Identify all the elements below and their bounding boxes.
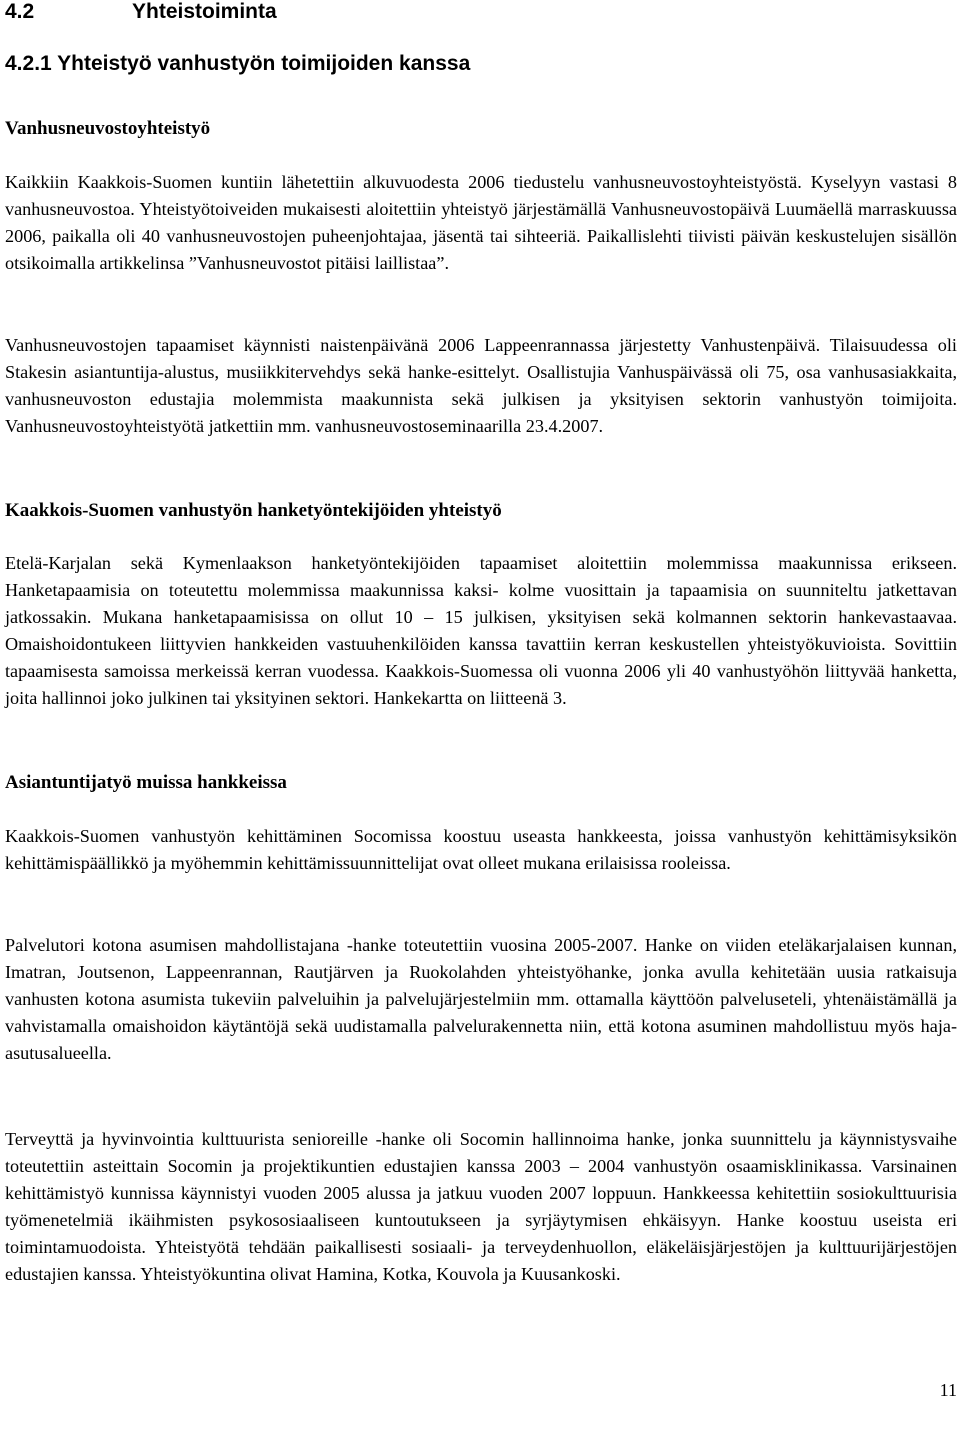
paragraph-3: Etelä-Karjalan sekä Kymenlaakson hanketyöntekijöiden tapaamiset aloitettiin molemmissa maakunnissa erikseen. Hanketapaamisia on toteutettu molemmissa maakunnissa kaksi- kolme vuosittain ja tapaamisia on suunniteltu jatkettavan jatkossakin. Mukana hanketapaamisissa on ollut 10 – 15 julkisen, yksityisen sekä kolmannen sektorin hankevastaavaa. Omaishoidontukeen liittyvien hankkeiden vastuuhenkilöiden kanssa tavattiin kerran keskustellen yhteistyökuvioista. Sovittiin tapaamisesta samoissa merkeissä kerran vuodessa. Kaakkois-Suomessa oli vuonna 2006 yli 40 vanhustyöhön liittyvää hanketta, joita hallinnoi joko julkinen tai yksityinen sektori. Hankekartta on liitteenä 3.: [5, 553, 957, 708]
paragraph-5: Palvelutori kotona asumisen mahdollistajana -hanke toteutettiin vuosina 2005-2007. Hanke on viiden eteläkarjalaisen kunnan, Imatran, Joutsenon, Lappeenrannan, Rautjärven ja Ruokolahden yhteistyöhanke, jonka avulla kehitetään uusia ratkaisuja vanhusten kotona asumista tukeviin palveluihin ja palvelujärjestelmiin mm. ottamalla käyttöön palveluseteli, yhtenäistämällä ja vahvistamalla omaishoidon käytäntöjä sekä uudistamalla palvelurakennetta niin, että kotona asuminen mahdollistuu myös haja-asutusalueella.: [5, 935, 957, 1063]
section-title: Yhteistoiminta: [132, 0, 277, 23]
subsection-heading: 4.2.1 Yhteistyö vanhustyön toimijoiden kanssa: [5, 52, 471, 75]
section-heading: [5, 0, 277, 24]
paragraph-6: Terveyttä ja hyvinvointia kulttuurista senioreille -hanke oli Socomin hallinnoima hanke, jonka suunnittelu ja käynnistysvaihe toteutettiin asteittain Socomin ja projektikuntien edustajien kanssa 2003 – 2004 vanhustyön osaamisklinikassa. Varsinainen kehittämistyö kunnissa käynnistyi vuoden 2005 alussa ja jatkuu vuoden 2007 loppuun. Hankkeessa kehitettiin sosiokulttuurisia työmenetelmiä ikäihmisten psykososiaaliseen kuntoutukseen ja syrjäytymisen ehkäisyyn. Hanke koostuu useista eri toimintamuodoista. Yhteistyötä tehdään paikallisesti sosiaali- ja terveydenhuollon, eläkeläisjärjestöjen ja kulttuurijärjestöjen edustajien kanssa. Yhteistyökuntina olivat Hamina, Kotka, Kouvola ja Kuusankoski.: [5, 1129, 957, 1284]
page-number: 11: [939, 1380, 957, 1400]
heading-hanketyontekijat: Kaakkois-Suomen vanhustyön hanketyöntekijöiden yhteistyö: [5, 500, 502, 521]
heading-asiantuntijatyo: Asiantuntijatyö muissa hankkeissa: [5, 772, 287, 793]
paragraph-4: Kaakkois-Suomen vanhustyön kehittäminen Socomissa koostuu useasta hankkeesta, joissa vanhustyön kehittämisyksikön kehittämispäällikkö ja myöhemmin kehittämissuunnittelijat ovat olleet mukana erilaisissa rooleissa.: [5, 826, 957, 873]
section-number: 4.2: [5, 0, 35, 23]
paragraph-1: Kaikkiin Kaakkois-Suomen kuntiin lähetettiin alkuvuodesta 2006 tiedustelu vanhusneuvostoyhteistyöstä. Kyselyyn vastasi 8 vanhusneuvostoa. Yhteistyötoiveiden mukaisesti aloitettiin yhteistyö järjestämällä Vanhusneuvostopäivä Luumäellä marraskuussa 2006, paikalla oli 40 vanhusneuvostojen puheenjohtajaa, jäsentä tai sihteeriä. Paikallislehti tiivisti päivän keskustelujen sisällön otsikoimalla artikkelinsa ”Vanhusneuvostot pitäisi laillistaa”.: [5, 172, 957, 273]
heading-vanhusneuvostoyhteistyo: Vanhusneuvostoyhteistyö: [5, 118, 211, 139]
paragraph-2: Vanhusneuvostojen tapaamiset käynnisti naistenpäivänä 2006 Lappeenrannassa järjestetty Vanhustenpäivä. Tilaisuudessa oli Stakesin asiantuntija-alustus, musiikkitervehdys sekä hanke-esittelyt. Osallistujia Vanhuspäivässä oli 75, osa vanhusasiakkaita, vanhusneuvoston edustajia molemmista maakunnista sekä julkisen ja yksityisen sektorin vanhustyön toimijoita. Vanhusneuvostoyhteistyötä jatkettiin mm. vanhusneuvostoseminaarilla 23.4.2007.: [5, 335, 957, 436]
